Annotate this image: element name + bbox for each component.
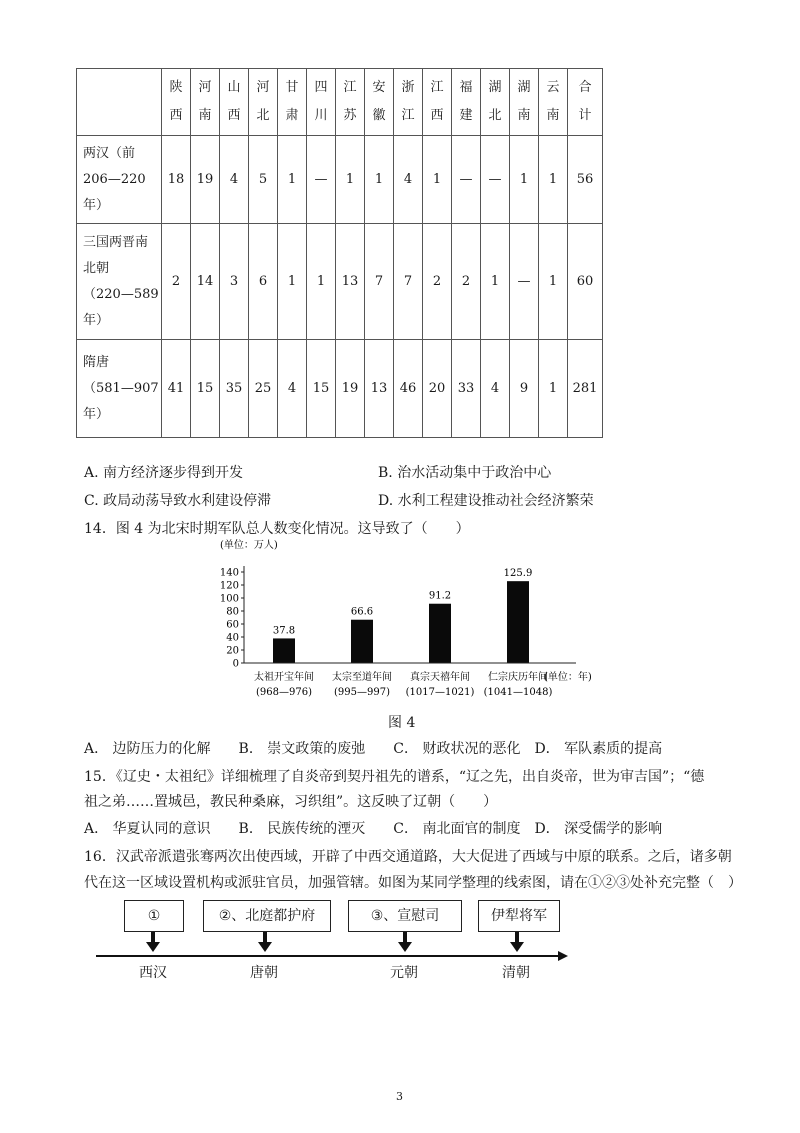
- chart-category-label: 太祖开宝年间: [254, 672, 314, 683]
- table-cell: 35: [220, 340, 249, 438]
- table-header-cell: 山 西: [220, 69, 249, 136]
- table-cell: 1: [539, 340, 568, 438]
- table-cell: 3: [220, 224, 249, 340]
- table-cell: 4: [481, 340, 510, 438]
- table-cell: 20: [423, 340, 452, 438]
- chart-y-tick-label: 20: [226, 645, 239, 657]
- chart-bar-value-label: 37.8: [272, 625, 296, 637]
- table-cell: 15: [191, 340, 220, 438]
- table-header-cell: 江 苏: [336, 69, 365, 136]
- table-cell: 1: [278, 136, 307, 224]
- chart-category-label: 太宗至道年间: [332, 672, 392, 683]
- down-arrow-icon: [146, 932, 160, 952]
- table-cell: 1: [481, 224, 510, 340]
- table-header-row: [77, 69, 603, 136]
- down-arrow-icon: [258, 932, 272, 952]
- table-header-cell: 河 北: [249, 69, 278, 136]
- table-cell: —: [510, 224, 539, 340]
- table-cell: 9: [510, 340, 539, 438]
- table-cell: 33: [452, 340, 481, 438]
- table-header-cell: 云 南: [539, 69, 568, 136]
- table-cell: 41: [162, 340, 191, 438]
- timeline-box-4: 伊犁将军: [478, 900, 560, 932]
- table-cell: 5: [249, 136, 278, 224]
- era-label-western-han: 西汉: [139, 965, 167, 981]
- chart-y-tick-label: 40: [226, 632, 239, 644]
- table-cell: 7: [394, 224, 423, 340]
- q13-option-a: A. 南方经济逐步得到开发: [84, 465, 244, 481]
- chart-y-tick-label: 0: [232, 658, 239, 670]
- era-label-tang: 唐朝: [250, 965, 278, 981]
- army-size-bar-chart: [214, 536, 624, 704]
- table-cell: —: [307, 136, 336, 224]
- chart-y-tick-label: 120: [219, 580, 239, 592]
- table-cell: 2: [423, 224, 452, 340]
- timeline-arrowhead-icon: [558, 951, 568, 961]
- q16-stem-line2: 代在这一区域设置机构或派驻官员，加强管辖。如图为某同学整理的线索图，请在①②③处补充完整（ ）: [84, 875, 742, 891]
- table-header-cell: 浙 江: [394, 69, 423, 136]
- chart-x-axis-label: (单位：年): [544, 672, 592, 683]
- chart-y-tick-label: 100: [219, 593, 239, 605]
- chart-period-label: (968—976): [256, 687, 312, 698]
- table-cell: —: [452, 136, 481, 224]
- table-cell: 15: [307, 340, 336, 438]
- q13-option-d: D. 水利工程建设推动社会经济繁荣: [378, 493, 594, 509]
- table-row-label: 三国两晋南 北朝 （220—589 年）: [77, 224, 162, 340]
- table-header-cell: 河 南: [191, 69, 220, 136]
- table-cell: 4: [220, 136, 249, 224]
- table-row: [77, 224, 603, 340]
- water-projects-table: [76, 68, 603, 438]
- down-arrow-icon: [510, 932, 524, 952]
- chart-y-tick-label: 60: [226, 619, 239, 631]
- page-number: 3: [396, 1090, 403, 1103]
- table-cell: 2: [452, 224, 481, 340]
- q14-stem: 14．图 4 为北宋时期军队总人数变化情况。这导致了（ ）: [84, 521, 470, 537]
- table-header-cell: 湖 南: [510, 69, 539, 136]
- table-cell: 1: [307, 224, 336, 340]
- timeline-box-1: ①: [124, 900, 184, 932]
- down-arrow-icon: [398, 932, 412, 952]
- table-cell: 2: [162, 224, 191, 340]
- chart-period-label: (995—997): [334, 687, 390, 698]
- q13-option-c: C. 政局动荡导致水利建设停滞: [84, 493, 272, 509]
- table-cell: 1: [510, 136, 539, 224]
- table-cell: 19: [336, 340, 365, 438]
- table-cell: 18: [162, 136, 191, 224]
- table-cell: 1: [336, 136, 365, 224]
- table-cell: 281: [568, 340, 603, 438]
- chart-y-tick-label: 80: [226, 606, 239, 618]
- table-cell: 46: [394, 340, 423, 438]
- table-cell: 1: [423, 136, 452, 224]
- table-header-cell: 安 徽: [365, 69, 394, 136]
- table-cell: 4: [278, 340, 307, 438]
- table-cell: 56: [568, 136, 603, 224]
- chart-bar-value-label: 91.2: [428, 590, 452, 602]
- chart-y-tick-label: 140: [219, 567, 239, 579]
- chart-category-label: 仁宗庆历年间: [488, 672, 548, 683]
- q16-stem-line1: 16．汉武帝派遣张骞两次出使西域，开辟了中西交通道路，大大促进了西域与中原的联系。之后，诸多朝: [84, 849, 732, 865]
- chart-bar: [351, 620, 373, 663]
- timeline-box-3: ③、宣慰司: [348, 900, 462, 932]
- table-header-cell: 四 川: [307, 69, 336, 136]
- q13-option-b: B. 治水活动集中于政治中心: [378, 465, 552, 481]
- table-cell: 1: [539, 136, 568, 224]
- table-cell: 25: [249, 340, 278, 438]
- timeline-axis: [90, 928, 570, 962]
- table-cell: 60: [568, 224, 603, 340]
- table-cell: 1: [365, 136, 394, 224]
- chart-bar-value-label: 125.9: [503, 568, 533, 580]
- table-header-cell: 陕 西: [162, 69, 191, 136]
- timeline-box-2: ②、北庭都护府: [203, 900, 331, 932]
- chart-bar: [507, 581, 529, 663]
- table-header-cell: 湖 北: [481, 69, 510, 136]
- q14-options: A． 边防压力的化解 B． 崇文政策的废弛 C． 财政状况的恶化 D． 军队素质的提高: [84, 741, 663, 757]
- chart-bar: [429, 604, 451, 663]
- era-label-yuan: 元朝: [390, 965, 418, 981]
- table-cell: 14: [191, 224, 220, 340]
- chart-bar: [273, 638, 295, 663]
- table-header-cell: 合 计: [568, 69, 603, 136]
- table-row: [77, 136, 603, 224]
- table-corner-cell: [77, 69, 162, 136]
- table-cell: 1: [539, 224, 568, 340]
- table-row: [77, 340, 603, 438]
- table-header-cell: 江 西: [423, 69, 452, 136]
- table-cell: 19: [191, 136, 220, 224]
- era-label-qing: 清朝: [502, 965, 530, 981]
- chart-y-axis-label: (单位：万人): [220, 540, 278, 551]
- chart-period-label: (1041—1048): [483, 687, 553, 698]
- figure-caption: 图 4: [388, 715, 416, 731]
- table-cell: 4: [394, 136, 423, 224]
- table-cell: 7: [365, 224, 394, 340]
- table-row-label: 两汉（前 206—220 年）: [77, 136, 162, 224]
- chart-period-label: (1017—1021): [405, 687, 475, 698]
- table-cell: 13: [336, 224, 365, 340]
- table-row-label: 隋唐 （581—907 年）: [77, 340, 162, 438]
- table-header-cell: 甘 肃: [278, 69, 307, 136]
- table-cell: 13: [365, 340, 394, 438]
- chart-category-label: 真宗天禧年间: [410, 672, 470, 683]
- q15-options: A． 华夏认同的意识 B． 民族传统的湮灭 C． 南北面官的制度 D． 深受儒学的影响: [84, 821, 663, 837]
- q15-stem-line1: 15．《辽史・太祖纪》详细梳理了自炎帝到契丹祖先的谱系，“辽之先，出自炎帝，世为审吉国”；“德: [84, 769, 705, 785]
- table-header-cell: 福 建: [452, 69, 481, 136]
- q15-stem-line2: 祖之弟……置城邑，教民种桑麻，习织组”。这反映了辽朝（ ）: [84, 794, 498, 810]
- table-cell: 6: [249, 224, 278, 340]
- table-cell: —: [481, 136, 510, 224]
- table-cell: 1: [278, 224, 307, 340]
- chart-bar-value-label: 66.6: [350, 606, 374, 618]
